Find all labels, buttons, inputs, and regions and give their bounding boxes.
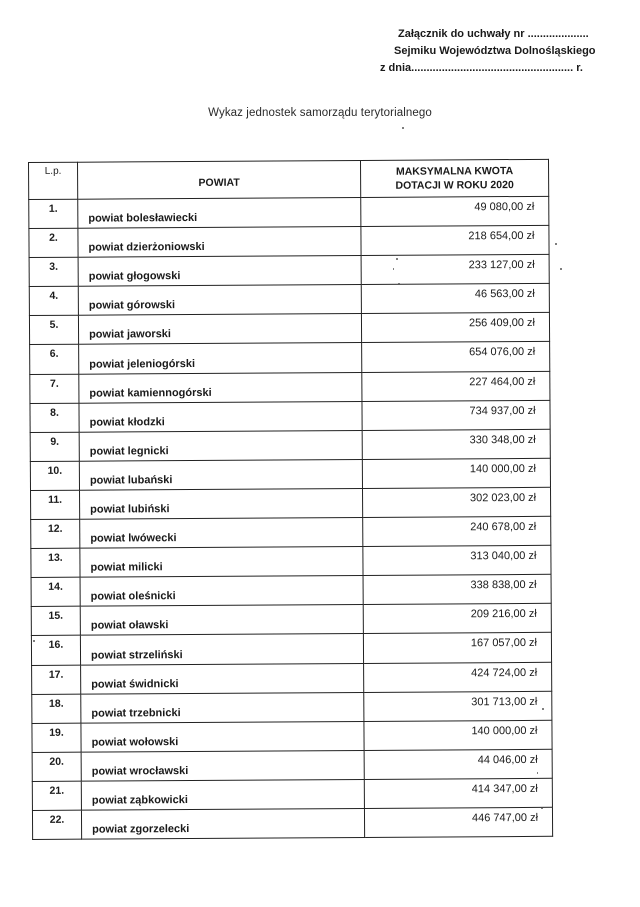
county-name: powiat oleśnicki	[80, 576, 363, 607]
max-grant-amount: 218 654,00 zł	[361, 225, 549, 255]
max-grant-amount: 414 347,00 zł	[364, 778, 552, 808]
table-row	[32, 691, 552, 723]
table-row	[31, 545, 551, 577]
scan-speck	[555, 243, 557, 245]
max-grant-amount: 233 127,00 zł	[361, 255, 549, 285]
max-grant-amount: 313 040,00 zł	[363, 545, 551, 575]
max-grant-amount: 301 713,00 zł	[364, 691, 552, 721]
max-grant-amount: 424 724,00 zł	[364, 662, 552, 692]
table-row	[30, 371, 550, 403]
table-row	[29, 284, 549, 316]
row-number: 14.	[31, 577, 80, 606]
table-row	[32, 778, 552, 810]
county-name: powiat wołowski	[81, 721, 364, 752]
max-grant-amount: 49 080,00 zł	[361, 196, 549, 226]
column-header-powiat: POWIAT	[78, 160, 361, 199]
county-name: powiat lubański	[79, 459, 362, 490]
row-number: 22.	[32, 810, 81, 839]
scan-speck	[542, 708, 544, 710]
county-name: powiat jeleniogórski	[79, 343, 362, 374]
document-title: Wykaz jednostek samorządu terytorialnego	[208, 107, 432, 119]
scan-speck	[393, 268, 394, 270]
table-row	[29, 255, 549, 287]
max-grant-amount: 734 937,00 zł	[362, 400, 550, 430]
row-number: 15.	[31, 607, 80, 636]
county-name: powiat dzierżoniowski	[78, 227, 361, 258]
column-header-amount-line1: MAKSYMALNA KWOTA	[395, 165, 514, 178]
max-grant-amount: 302 023,00 zł	[363, 487, 551, 517]
table-row	[29, 313, 549, 345]
row-number: 9.	[30, 432, 79, 461]
table-row	[31, 487, 551, 519]
header-resolution-line: Załącznik do uchwały nr ....................	[398, 28, 589, 40]
county-name: powiat trzebnicki	[81, 692, 364, 723]
table-row	[30, 458, 550, 490]
max-grant-amount: 227 464,00 zł	[362, 371, 550, 401]
county-name: powiat strzeliński	[80, 634, 363, 665]
row-number: 6.	[30, 345, 79, 374]
table-row	[32, 662, 552, 694]
row-number: 11.	[31, 490, 80, 519]
table-header-row	[29, 159, 549, 199]
max-grant-amount: 240 678,00 zł	[363, 516, 551, 546]
max-grant-amount: 654 076,00 zł	[362, 342, 550, 372]
max-grant-amount: 46 563,00 zł	[361, 284, 549, 314]
row-number: 17.	[32, 665, 81, 694]
scan-speck	[398, 283, 400, 284]
counties-table	[28, 159, 553, 840]
table-row	[31, 604, 551, 636]
table-row	[30, 429, 550, 461]
max-grant-amount: 140 000,00 zł	[364, 720, 552, 750]
row-number: 18.	[32, 694, 81, 723]
row-number: 4.	[29, 286, 78, 315]
table-row	[31, 575, 551, 607]
max-grant-amount: 446 747,00 zł	[364, 807, 552, 837]
county-name: powiat głogowski	[78, 256, 361, 287]
county-name: powiat legnicki	[79, 430, 362, 461]
row-number: 2.	[29, 228, 78, 257]
max-grant-amount: 140 000,00 zł	[362, 458, 550, 488]
table-row	[29, 196, 549, 228]
row-number: 16.	[31, 636, 80, 665]
max-grant-amount: 167 057,00 zł	[363, 633, 551, 663]
row-number: 1.	[29, 199, 78, 228]
row-number: 7.	[30, 374, 79, 403]
table-row	[31, 516, 551, 548]
row-number: 3.	[29, 257, 78, 286]
attachment-header	[380, 26, 620, 77]
county-name: powiat kamiennogórski	[79, 372, 362, 403]
scan-speck	[402, 127, 404, 129]
county-name: powiat górowski	[78, 285, 361, 316]
table-row	[32, 749, 552, 781]
county-name: powiat oławski	[80, 605, 363, 636]
max-grant-amount: 44 046,00 zł	[364, 749, 552, 779]
header-assembly-line: Sejmiku Województwa Dolnośląskiego	[394, 45, 596, 57]
row-number: 20.	[32, 752, 81, 781]
county-name: powiat milicki	[80, 547, 363, 578]
row-number: 5.	[29, 316, 78, 345]
scan-speck	[541, 808, 543, 809]
row-number: 12.	[31, 519, 80, 548]
row-number: 21.	[32, 781, 81, 810]
row-number: 19.	[32, 723, 81, 752]
table-row	[32, 720, 552, 752]
row-number: 13.	[31, 548, 80, 577]
scan-speck	[33, 640, 35, 642]
column-header-amount	[360, 159, 548, 197]
county-name: powiat ząbkowicki	[81, 779, 364, 810]
county-name: powiat kłodzki	[79, 401, 362, 432]
column-header-amount-line2: DOTACJI W ROKU 2020	[395, 179, 514, 192]
max-grant-amount: 338 838,00 zł	[363, 575, 551, 605]
table-row	[29, 225, 549, 257]
max-grant-amount: 256 409,00 zł	[361, 313, 549, 343]
county-name: powiat świdnicki	[81, 663, 364, 694]
row-number: 8.	[30, 403, 79, 432]
table-row	[32, 807, 552, 839]
table-row	[30, 400, 550, 432]
scan-speck	[396, 258, 398, 260]
header-date-line: z dnia..................................................... r.	[380, 62, 583, 74]
county-name: powiat wrocławski	[81, 750, 364, 781]
county-name: powiat bolesławiecki	[78, 197, 361, 228]
county-name: powiat lwówecki	[80, 517, 363, 548]
max-grant-amount: 209 216,00 zł	[363, 604, 551, 634]
county-name: powiat jaworski	[78, 314, 361, 345]
column-header-lp: L.p.	[29, 162, 78, 199]
scan-speck	[537, 772, 538, 774]
county-name: powiat lubiński	[80, 488, 363, 519]
max-grant-amount: 330 348,00 zł	[362, 429, 550, 459]
county-name: powiat zgorzelecki	[81, 808, 364, 839]
scan-speck	[560, 268, 562, 270]
table-row	[31, 633, 551, 665]
table-row	[30, 342, 550, 374]
row-number: 10.	[30, 461, 79, 490]
